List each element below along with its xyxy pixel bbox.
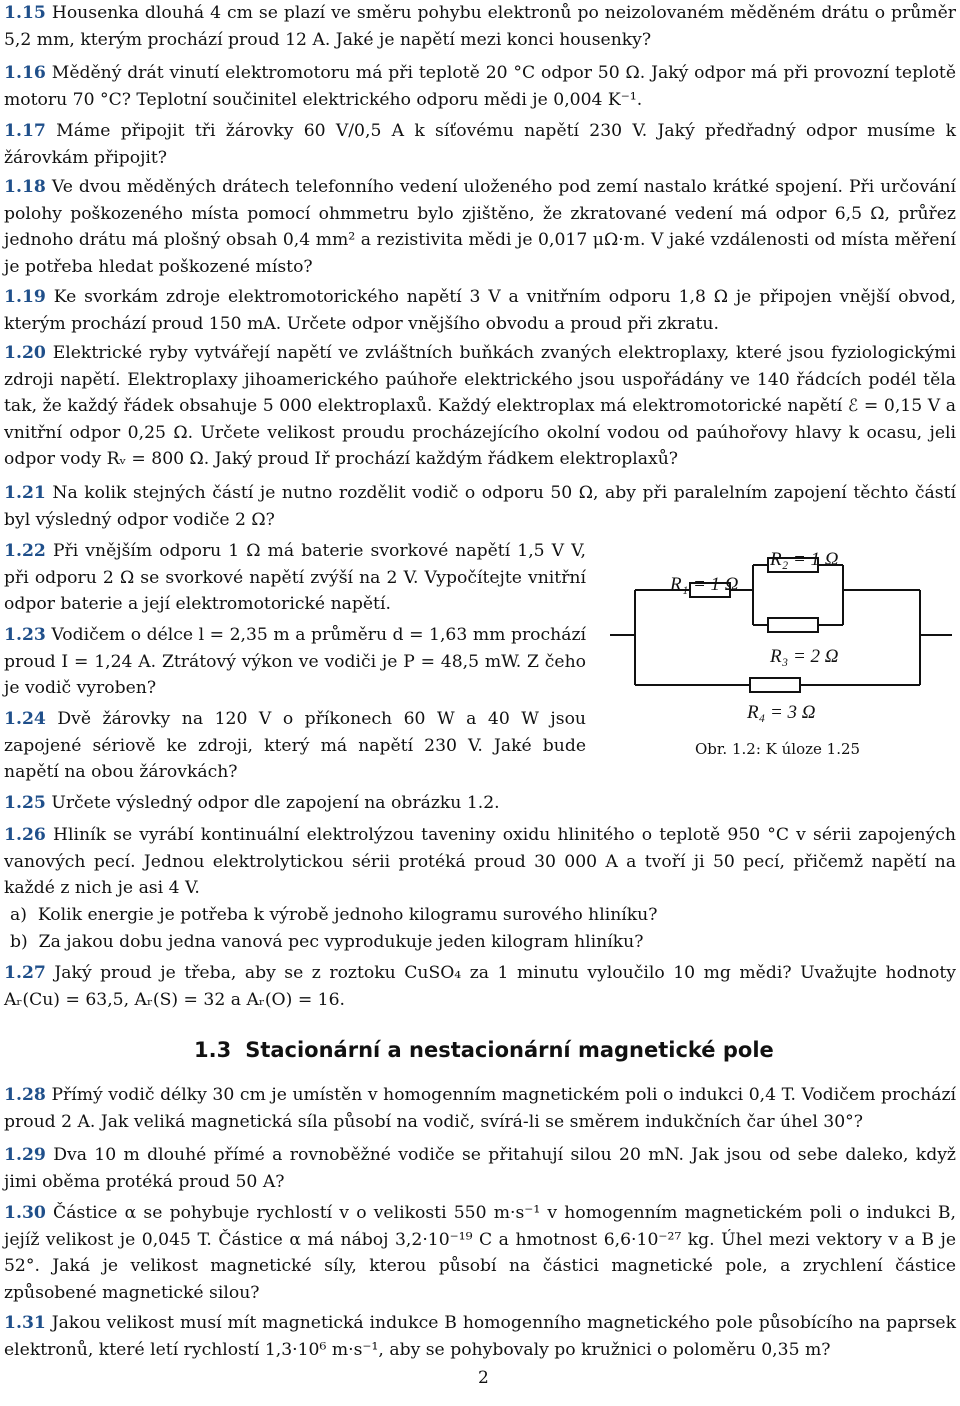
- circuit-diagram: [600, 540, 956, 770]
- problem-text: Přímý vodič délky 30 cm je umístěn v homogenním magnetickém poli o indukci 0,4 T. Vodičem prochází proud 2 A. Jak veliká magnetická síla působí na vodič, svírá-li se směrem indukčních čar úhel 30°?: [4, 1085, 957, 1132]
- list-item: [10, 929, 950, 956]
- problem-number: 1.19: [4, 287, 46, 307]
- problem-number: 1.21: [4, 483, 46, 503]
- problem-text: Měděný drát vinutí elektromotoru má při teplotě 20 °C odpor 50 Ω. Jaký odpor má při provozní teplotě motoru 70 °C? Teplotní součinitel elektrického odporu mědi je 0,004 K⁻¹.: [4, 63, 957, 110]
- resistor-r4: [750, 678, 800, 692]
- problem-1-31: [4, 1310, 956, 1363]
- problem-text: Jakou velikost musí mít magnetická indukce B homogenního magnetického pole působícího na paprsek elektronů, které letí rychlostí 1,3·10⁶ m·s⁻¹, aby se pohybovaly po kružnici o poloměru 0,35 m?: [4, 1313, 956, 1360]
- label-r2: R₂ = 1 Ω: [770, 549, 839, 570]
- problem-number: 1.29: [4, 1145, 46, 1165]
- problem-1-30: [4, 1200, 956, 1306]
- section-title: Stacionární a nestacionární magnetické pole: [245, 1038, 774, 1062]
- problem-text: Hliník se vyrábí kontinuální elektrolýzou taveniny oxidu hlinitého o teplotě 950 °C v sérii zapojených vanových pecí. Jednou elektrolytickou sérii protéká proud 30 000 A a tvoří ji 50 pecí, přičemž napětí na každé z nich je asi 4 V.: [4, 825, 956, 899]
- problem-number: 1.23: [4, 625, 46, 645]
- list-item-text: Kolik energie je potřeba k výrobě jednoho kilogramu surového hliníku?: [37, 905, 658, 925]
- problem-1-18: [4, 174, 956, 280]
- problem-text: Elektrické ryby vytvářejí napětí ve zvláštních buňkách zvaných elektroplaxy, které jsou fyziologickými zdroji napětí. Elektroplaxy jihoamerického paúhoře elektrického jsou uspořádány ve 140 řádcích podél těla tak, že každý řádek obsahuje 5 000 elektroplaxů. Každý elektroplax má elektromotorické napětí ℰ = 0,15 V a vnitřní odpor 0,25 Ω. Určete velikost proudu procházejícího okolní vodou od paúhořovy hlavy k ocasu, jeli odpor vody Rᵥ = 800 Ω. Jaký proud Iř prochází každým řádkem elektroplaxů?: [4, 343, 956, 470]
- problem-text: Housenka dlouhá 4 cm se plazí ve směru pohybu elektronů po neizolovaném měděném drátu o průměr 5,2 mm, kterým prochází proud 12 A. Jaké je napětí mezi konci housenky?: [4, 3, 957, 50]
- section-number: 1.3: [194, 1038, 232, 1062]
- problem-1-27: [4, 960, 956, 1013]
- resistor-r3: [768, 618, 818, 632]
- problem-text: Dva 10 m dlouhé přímé a rovnoběžné vodiče se přitahují silou 20 mN. Jak jsou od sebe daleko, když jimi oběma protéká proud 50 A?: [4, 1145, 956, 1192]
- problem-text: Při vnějším odporu 1 Ω má baterie svorkové napětí 1,5 V V, při odporu 2 Ω se svorkové napětí zvýší na 2 V. Vypočítejte vnitřní odpor baterie a její elektromotorické napětí.: [4, 541, 587, 615]
- label-r1: R₁ = 1 Ω: [670, 574, 739, 595]
- problem-number: 1.22: [4, 541, 46, 561]
- list-item: [10, 902, 950, 929]
- problem-number: 1.25: [4, 793, 46, 813]
- problem-number: 1.30: [4, 1203, 46, 1223]
- problem-number: 1.16: [4, 63, 46, 83]
- problem-1-15: [4, 0, 956, 53]
- problem-text: Ve dvou měděných drátech telefonního vedení uloženého pod zemí nastalo krátké spojení. Při určování polohy poškozeného místa pomocí ohmmetru bylo zjištěno, že zkratované vedení má odpor 6,5 Ω, průřez jednoho drátu má plošný obsah 0,4 mm² a rezistivita mědi je 0,017 μΩ·m. V jaké vzdálenosti od místa měření je potřeba hledat poškozené místo?: [4, 177, 957, 277]
- list-item-label: a): [10, 905, 27, 925]
- problem-number: 1.24: [4, 709, 46, 729]
- problem-text: Vodičem o délce l = 2,35 m a průměru d = 1,63 mm prochází proud I = 1,24 A. Ztrátový výkon ve vodiči je P = 48,5 mW. Z čeho je vodič vyroben?: [4, 625, 587, 699]
- problem-number: 1.31: [4, 1313, 46, 1333]
- problem-1-26: [4, 822, 956, 902]
- label-r3: R₃ = 2 Ω: [770, 646, 839, 667]
- problem-number: 1.26: [4, 825, 46, 845]
- problem-number: 1.27: [4, 963, 46, 983]
- problem-number: 1.18: [4, 177, 46, 197]
- problem-number: 1.17: [4, 121, 46, 141]
- problem-number: 1.20: [4, 343, 46, 363]
- problem-text: Ke svorkám zdroje elektromotorického napětí 3 V a vnitřním odporu 1,8 Ω je připojen vnější obvod, kterým prochází proud 150 mA. Určete odpor vnějšího obvodu a proud při zkratu.: [4, 287, 956, 334]
- problem-number: 1.28: [4, 1085, 46, 1105]
- problem-text: Určete výsledný odpor dle zapojení na obrázku 1.2.: [51, 793, 500, 813]
- list-item-label: b): [10, 932, 28, 952]
- problem-1-17: [4, 118, 956, 171]
- problem-number: 1.15: [4, 3, 46, 23]
- problem-1-29: [4, 1142, 956, 1195]
- problem-1-22: [4, 538, 586, 618]
- problem-text: Částice α se pohybuje rychlostí v o velikosti 550 m·s⁻¹ v homogenním magnetickém poli o indukci B, jejíž velikost je 0,045 T. Částice α má náboj 3,2·10⁻¹⁹ C a hmotnost 6,6·10⁻²⁷ kg. Úhel mezi vektory v a B je 52°. Jaká je velikost magnetické síly, kterou působí na částici magnetické pole, a zrychlení částice způsobené magnetické silou?: [4, 1203, 956, 1303]
- problem-1-25: [4, 790, 956, 817]
- problem-1-28: [4, 1082, 956, 1135]
- section-heading: [194, 1038, 788, 1062]
- problem-1-20: [4, 340, 956, 473]
- label-r4: R₄ = 3 Ω: [747, 702, 816, 723]
- problem-1-19: [4, 284, 956, 337]
- problem-text: Máme připojit tři žárovky 60 V/0,5 A k síťovému napětí 230 V. Jaký předřadný odpor musíme k žárovkám připojit?: [4, 121, 956, 168]
- figure-caption: Obr. 1.2: K úloze 1.25: [695, 740, 861, 758]
- problem-text: Jaký proud je třeba, aby se z roztoku CuSO₄ za 1 minutu vyloučilo 10 mg mědi? Uvažujte hodnoty Aᵣ(Cu) = 63,5, Aᵣ(S) = 32 a Aᵣ(O) = 16.: [4, 963, 957, 1010]
- problem-text: Na kolik stejných částí je nutno rozdělit vodič o odporu 50 Ω, aby při paralelním zapojení těchto částí byl výsledný odpor vodiče 2 Ω?: [4, 483, 956, 530]
- page-number: 2: [478, 1368, 489, 1388]
- list-item-text: Za jakou dobu jedna vanová pec vyprodukuje jeden kilogram hliníku?: [38, 932, 644, 952]
- problem-1-23: [4, 622, 586, 702]
- problem-1-21: [4, 480, 956, 533]
- problem-1-16: [4, 60, 956, 113]
- problem-1-24: [4, 706, 586, 786]
- problem-text: Dvě žárovky na 120 V o příkonech 60 W a 40 W jsou zapojené sériově ke zdroji, který má napětí 230 V. Jaké bude napětí na obou žárovkách?: [4, 709, 587, 783]
